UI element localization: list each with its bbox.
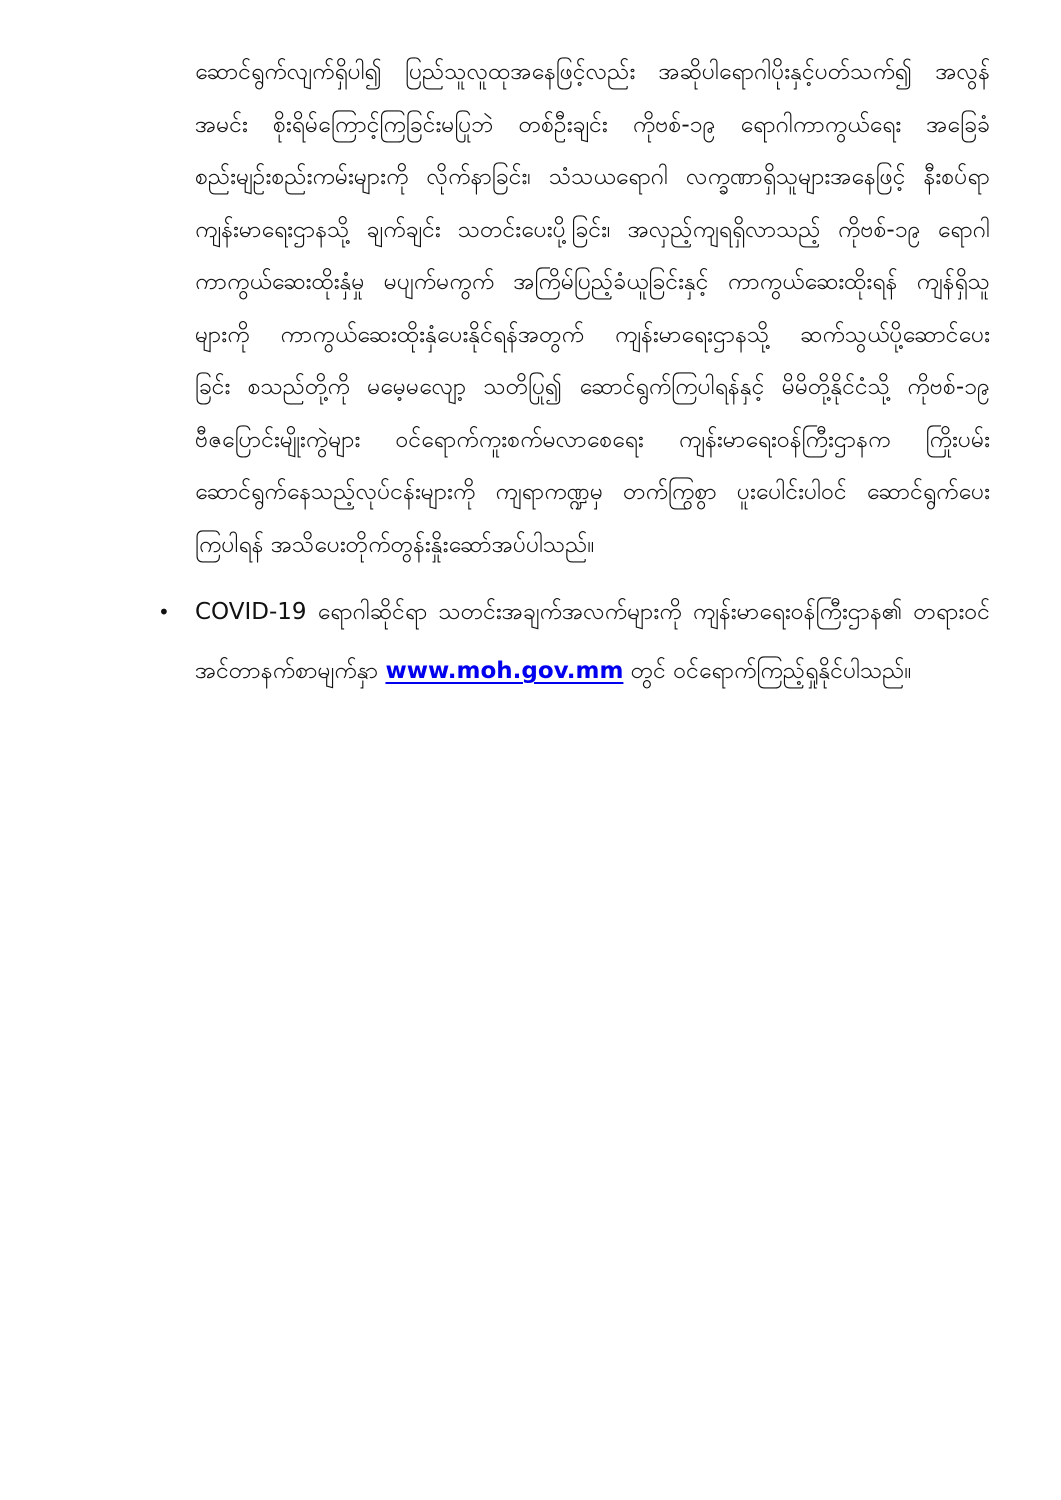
bullet-marker-icon: • [158, 600, 170, 624]
paragraph-line: ကြပါရန် အသိပေးတိုက်တွန်းနှိုးဆော်အပ်ပါသည်။ [195, 531, 595, 558]
bullet-line: COVID-19 ရောဂါဆိုင်ရာ သတင်းအချက်အလက်များကို ကျန်းမာရေးဝန်ကြီးဌာန၏ တရားဝင် [195, 599, 990, 625]
paragraph-line: စည်းမျဉ်းစည်းကမ်းများကို လိုက်နာခြင်း၊ သံသယရောဂါ လက္ခဏာရှိသူများအနေဖြင့် နီးစပ်ရာ [195, 164, 990, 190]
moh-website-link[interactable]: www.moh.gov.mm [385, 658, 624, 684]
bullet-line [195, 643, 990, 699]
paragraph-line: ကျန်းမာရေးဌာနသို့ ချက်ချင်း သတင်းပေးပို့ခြင်း၊ အလှည့်ကျရရှိလာသည့် ကိုဗစ်-၁၉ ရောဂါ [195, 216, 990, 243]
body-paragraph [195, 46, 990, 571]
paragraph-line: ကာကွယ်ဆေးထိုးနှံမှု မပျက်မကွက် အကြိမ်ပြည့်ခံယူခြင်းနှင့် ကာကွယ်ဆေးထိုးရန် ကျန်ရှိသူ [195, 269, 990, 295]
paragraph-line: ဆောင်ရွက်နေသည့်လုပ်ငန်းများကို ကျရာကဏ္ဍမှ တက်ကြွစွာ ပူးပေါင်းပါဝင် ဆောင်ရွက်ပေး [195, 479, 990, 505]
bullet-text [195, 584, 990, 699]
bullet-line2-before: အင်တာနက်စာမျက်နှာ [195, 658, 386, 684]
bullet-list-item [158, 584, 990, 699]
paragraph-line: ခြင်း စသည်တို့ကို မမေ့မလျော့ သတိပြု၍ ဆောင်ရွက်ကြပါရန်နှင့် မိမိတို့နိုင်ငံသို့ ကိုဗစ်-၁၉ [195, 374, 990, 400]
paragraph-line: များကို ကာကွယ်ဆေးထိုးနှံပေးနိုင်ရန်အတွက် ကျန်းမာရေးဌာနသို့ ဆက်သွယ်ပို့ဆောင်ပေး [195, 321, 990, 348]
paragraph-line: အမင်း စိုးရိမ်ကြောင့်ကြခြင်းမပြုဘဲ တစ်ဦးချင်း ကိုဗစ်-၁၉ ရောဂါကာကွယ်ရေး အခြေခံ [195, 111, 990, 138]
paragraph-line: ဗီဇပြောင်းမျိုးကွဲများ ဝင်ရောက်ကူးစက်မလာစေရေး ကျန်းမာရေးဝန်ကြီးဌာနက ကြိုးပမ်း [195, 426, 990, 453]
bullet-line2-after: တွင် ဝင်ရောက်ကြည့်ရှုနိုင်ပါသည်။ [623, 658, 912, 684]
paragraph-line: ဆောင်ရွက်လျက်ရှိပါ၍ ပြည်သူလူထုအနေဖြင့်လည်း အဆိုပါရောဂါပိုးနှင့်ပတ်သက်၍ အလွန် [195, 59, 990, 85]
